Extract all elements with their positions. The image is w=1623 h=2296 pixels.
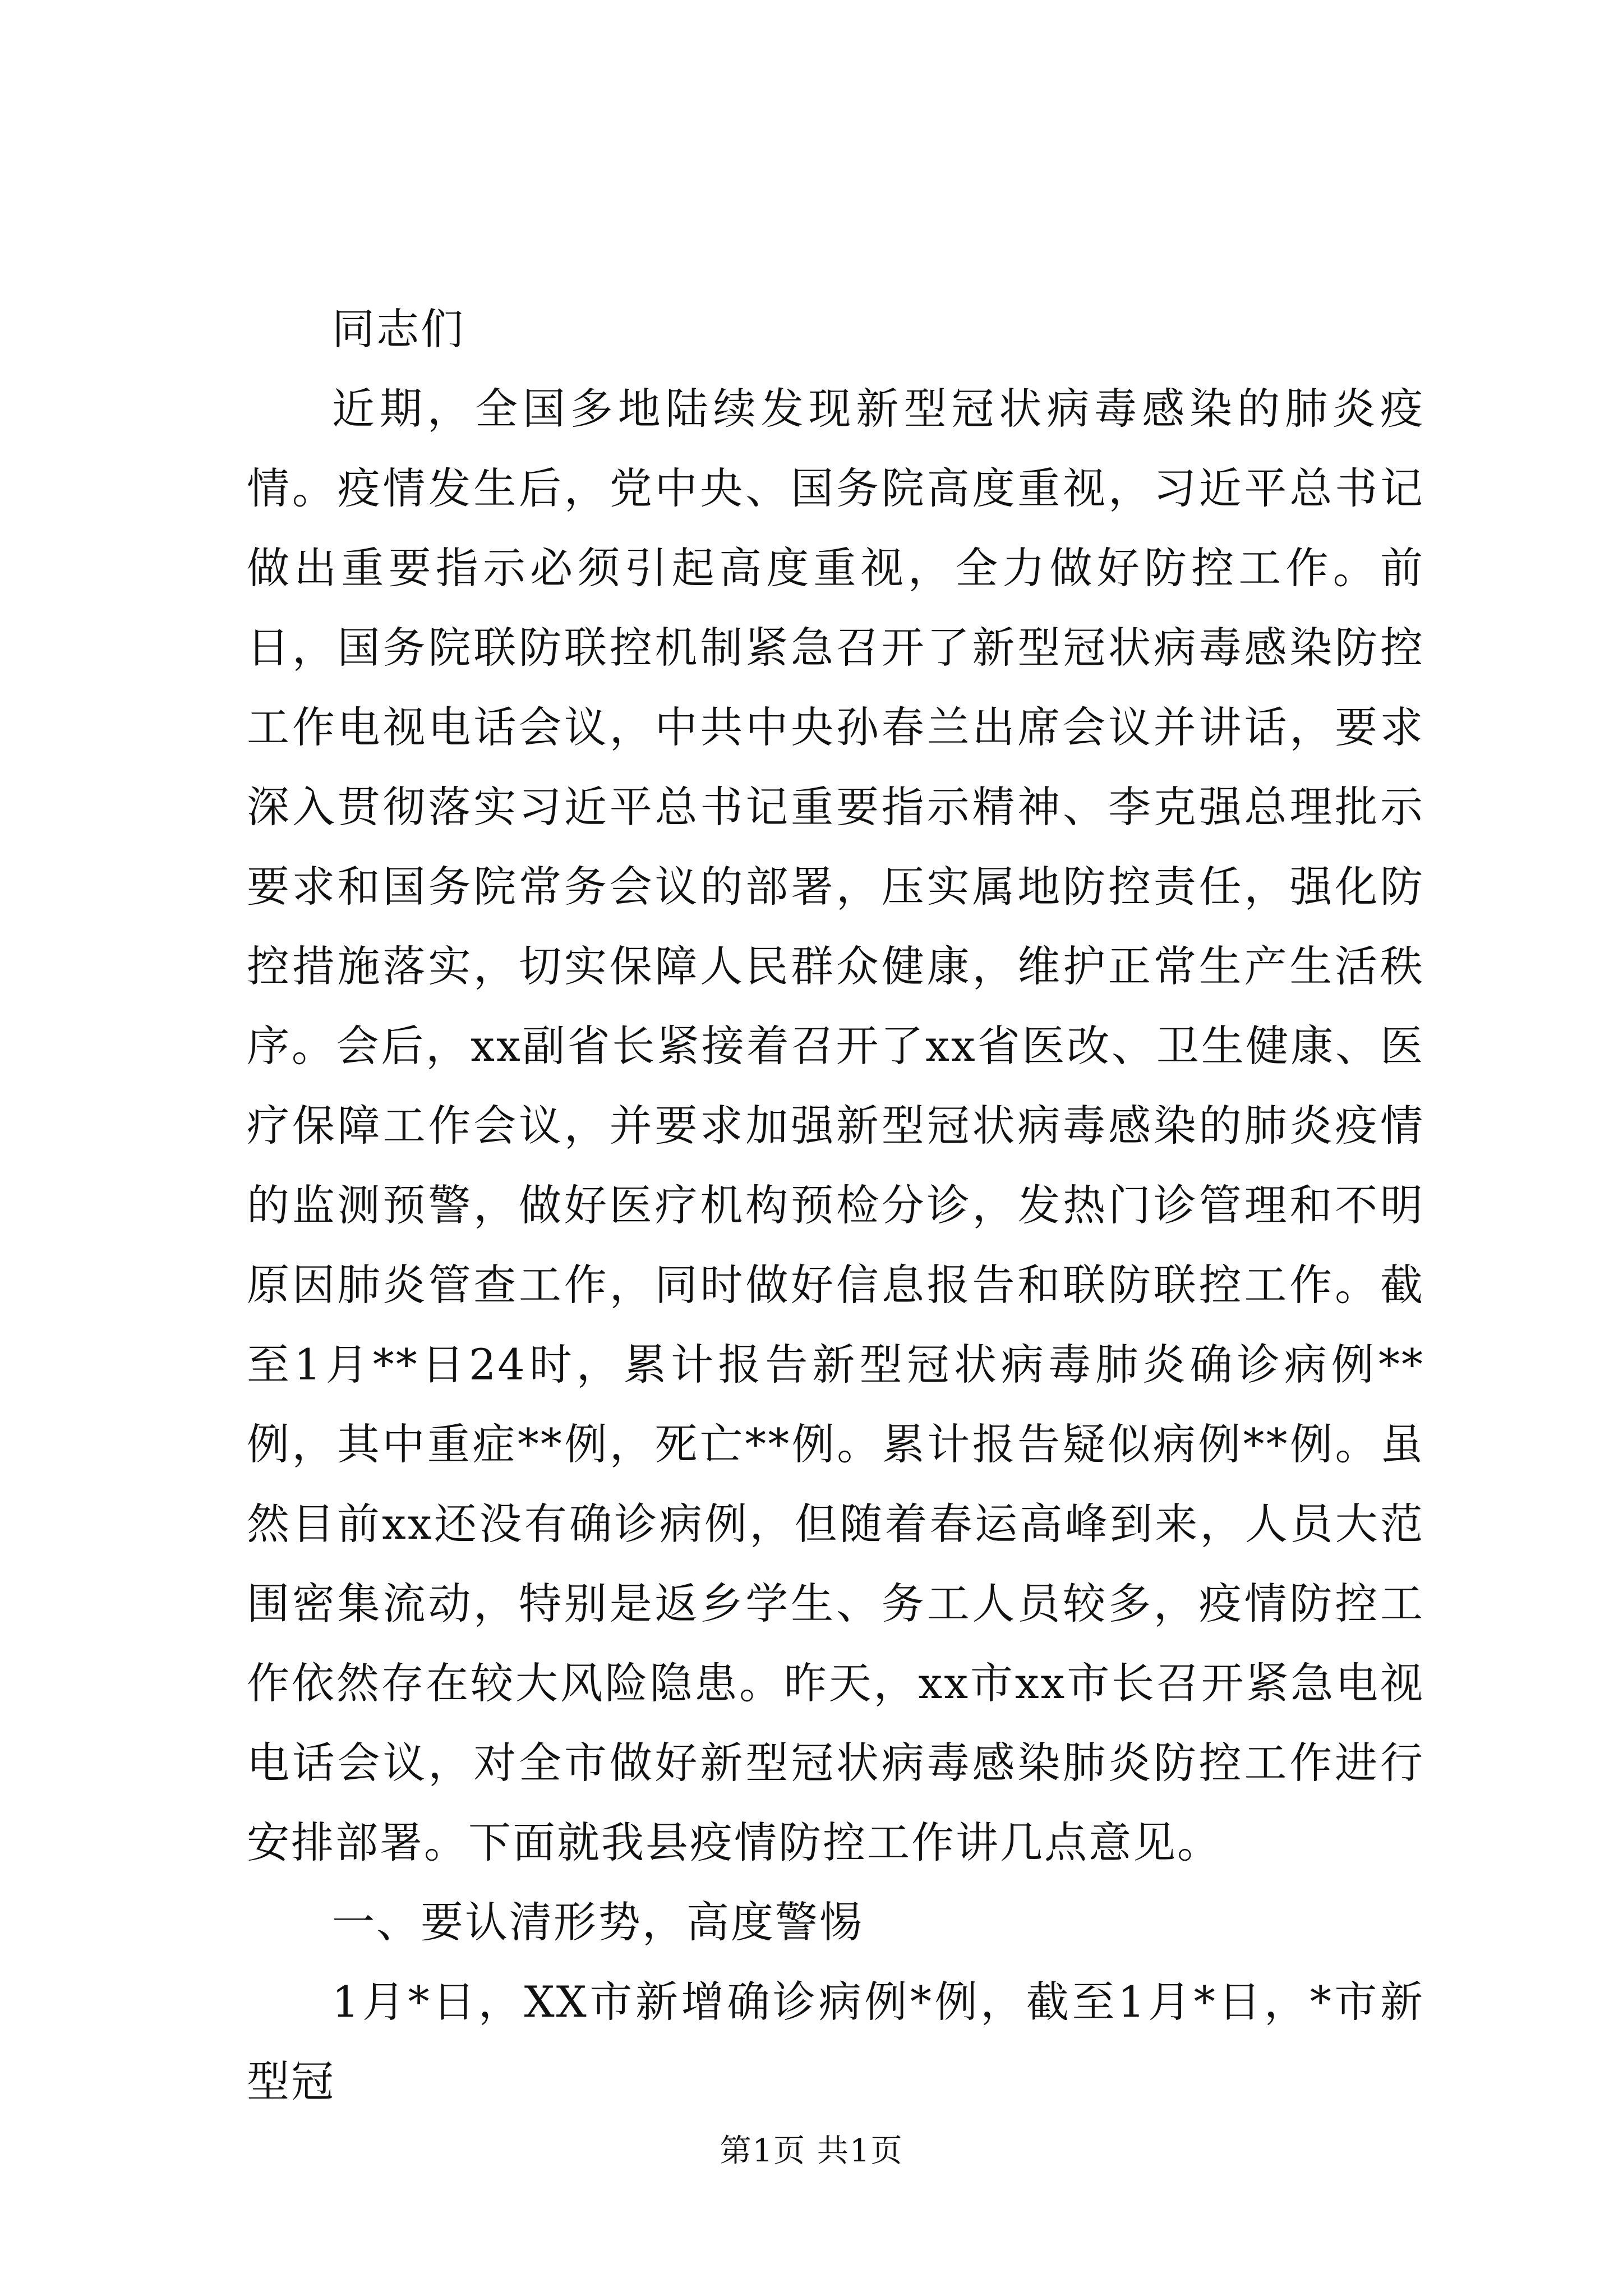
body-paragraph: 近期，全国多地陆续发现新型冠状病毒感染的肺炎疫情。疫情发生后，党中央、国务院高度重视，习近平总书记做出重要指示必须引起高度重视，全力做好防控工作。前日，国务院联防联控机制紧急召开了新型冠状病毒感染防控工作电视电话会议，中共中央孙春兰出席会议并讲话，要求深入贯彻落实习近平总书记重要指示精神、李克强总理批示要求和国务院常务会议的部署，压实属地防控责任，强化防控措施落实，切实保障人民群众健康，维护正常生产生活秩序。会后，xx副省长紧接着召开了xx省医改、卫生健康、医疗保障工作会议，并要求加强新型冠状病毒感染的肺炎疫情的监测预警，做好医疗机构预检分诊，发热门诊管理和不明原因肺炎管查工作，同时做好信息报告和联防联控工作。截至1月**日24时，累计报告新型冠状病毒肺炎确诊病例**例，其中重症**例，死亡**例。累计报告疑似病例**例。虽然目前xx还没有确诊病例，但随着春运高峰到来，人员大范围密集流动，特别是返乡学生、务工人员较多，疫情防控工作依然存在较大风险隐患。昨天，xx市xx市长召开紧急电视电话会议，对全市做好新型冠状病毒感染肺炎防控工作进行安排部署。下面就我县疫情防控工作讲几点意见。 [247,384,1424,1867]
document-body [247,289,1424,2122]
page-footer: 第1页 共1页 [720,2133,903,2169]
section-heading: 一、要认清形势，高度警惕 [332,1897,864,1947]
section-paragraph: 1月*日，XX市新增确诊病例*例，截至1月*日，*市新型冠 [247,1977,1424,2106]
greeting-line: 同志们 [332,304,465,354]
